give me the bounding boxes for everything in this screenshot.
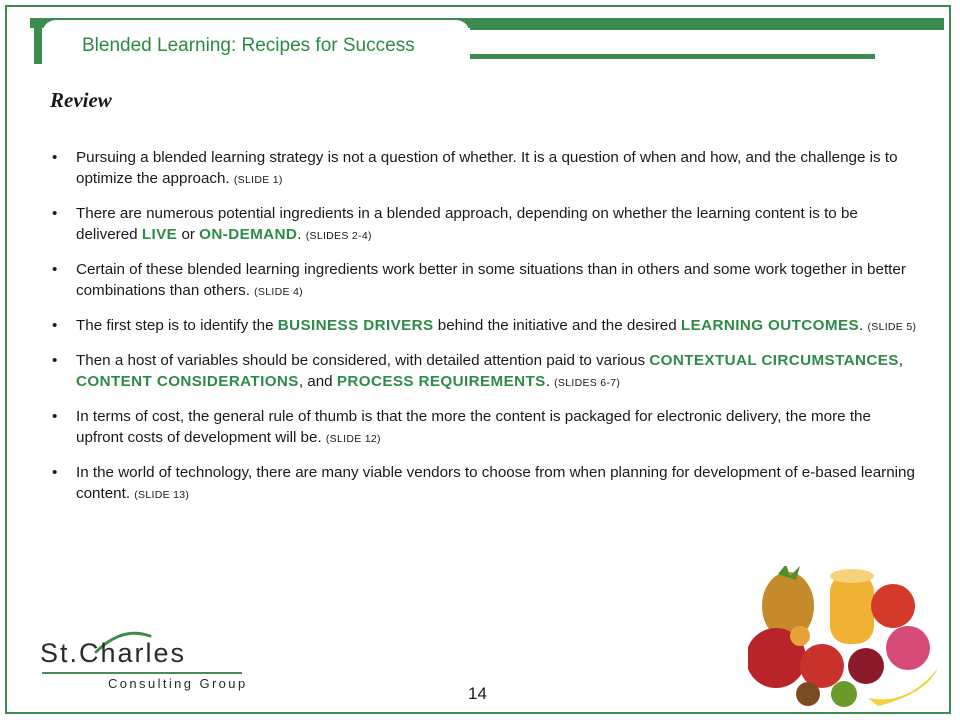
highlight-term: PROCESS REQUIREMENTS <box>336 373 546 390</box>
slide-reference: (SLIDES 2-4) <box>305 230 372 242</box>
slide-reference: (SLIDE 13) <box>134 489 190 501</box>
slide-reference: (SLIDE 1) <box>233 174 283 186</box>
bullet-text: In the world of technology, there are many viable vendors to choose from when planning for development of e-based learning content. <box>76 464 915 502</box>
logo-name: St.Charles <box>40 638 187 668</box>
slide-reference: (SLIDE 4) <box>254 286 303 298</box>
bullet-item <box>52 203 920 247</box>
bullet-dot-icon: • <box>52 408 58 425</box>
slide-reference: (SLIDES 6-7) <box>554 377 621 389</box>
header-title: Blended Learning: Recipes for Success <box>82 35 415 56</box>
bullet-item <box>52 350 920 394</box>
bullet-dot-icon: • <box>52 352 58 369</box>
bullet-text: . <box>859 317 868 334</box>
header-bar-thin <box>470 54 875 59</box>
bullet-item <box>52 259 920 303</box>
bullet-text: behind the initiative and the desired <box>433 317 681 334</box>
header-bar-vertical <box>34 26 42 64</box>
slide-reference: (SLIDE 12) <box>325 433 381 445</box>
slide-title: Review <box>50 88 112 112</box>
highlight-term: CONTEXTUAL CIRCUMSTANCES <box>649 352 899 369</box>
slide-reference: (SLIDE 5) <box>867 321 917 333</box>
bullet-text: In terms of cost, the general rule of thumb is that the more the content is packaged for electronic delivery, the more the upfront costs of development will be. <box>76 408 871 446</box>
bullet-dot-icon: • <box>52 261 58 278</box>
bullet-dot-icon: • <box>52 317 58 334</box>
logo-rule <box>42 672 242 674</box>
bullet-item <box>52 406 920 450</box>
bullet-text: The first step is to identify the <box>76 317 278 334</box>
bullet-text: Pursuing a blended learning strategy is not a question of whether. It is a question of when and how, and the challenge is to optimize the approach. <box>76 149 898 187</box>
bullet-dot-icon: • <box>52 464 58 481</box>
page-number: 14 <box>468 684 487 703</box>
highlight-term: BUSINESS DRIVERS <box>277 317 434 334</box>
logo-subtitle: Consulting Group <box>108 676 248 691</box>
bullet-item <box>52 315 920 338</box>
bullet-text: Then a host of variables should be considered, with detailed attention paid to various <box>76 352 650 369</box>
bullet-dot-icon: • <box>52 149 58 166</box>
bullet-dot-icon: • <box>52 205 58 222</box>
highlight-term: ON-DEMAND <box>199 226 298 243</box>
bullet-text: There are numerous potential ingredients in a blended approach, depending on whether the learning content is to be delivered <box>76 205 858 243</box>
bullet-text: or <box>177 226 200 243</box>
highlight-term: LIVE <box>141 226 178 243</box>
bullet-item <box>52 462 920 506</box>
fruit-image <box>748 566 943 711</box>
bullet-text: . <box>545 373 555 390</box>
bullet-text: . <box>297 226 306 243</box>
highlight-term: LEARNING OUTCOMES <box>680 317 860 334</box>
company-logo <box>40 628 260 698</box>
highlight-term: CONTENT CONSIDERATIONS <box>76 373 299 390</box>
bullet-text: , and <box>298 373 337 390</box>
bullet-text: Certain of these blended learning ingredients work better in some situations than in others and some work together in better combinations than others. <box>76 261 906 299</box>
bullet-text: , <box>898 352 904 369</box>
header-bar-right <box>470 18 944 30</box>
bullet-item <box>52 147 920 191</box>
bullet-list <box>52 147 920 518</box>
